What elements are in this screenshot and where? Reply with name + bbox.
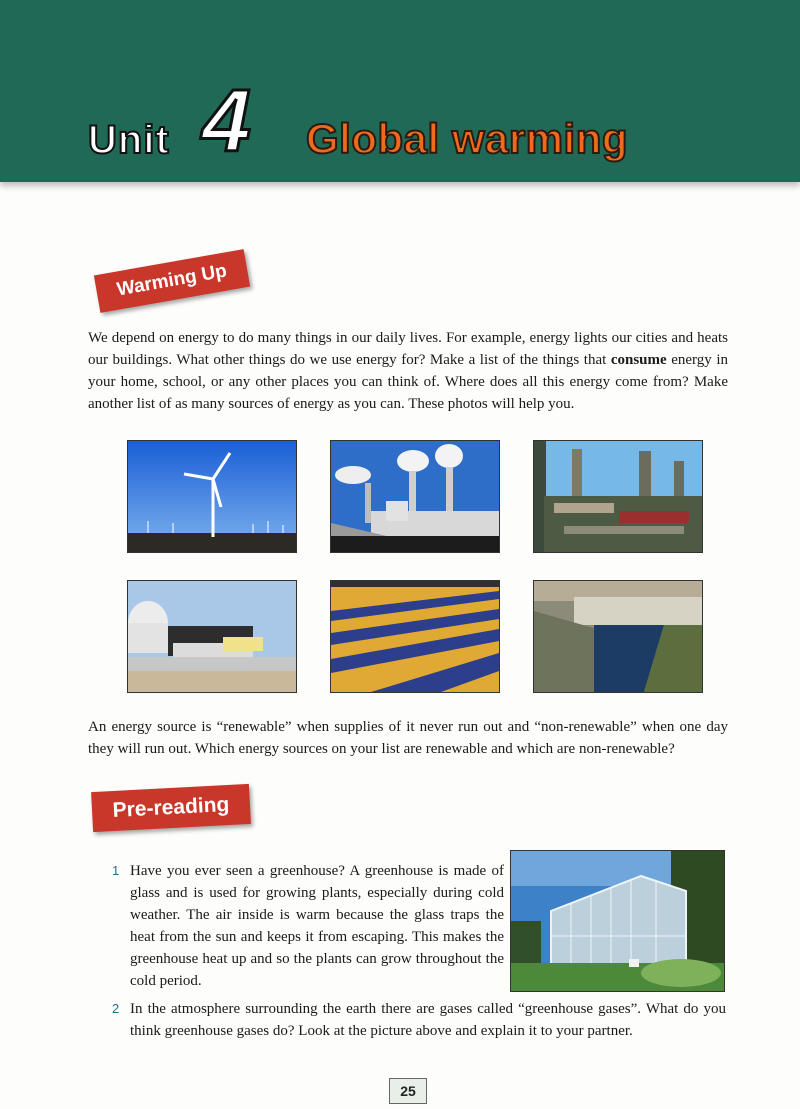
item-number: 2 — [112, 1001, 120, 1016]
hydroelectric-dam-photo — [533, 580, 703, 693]
pre-reading-badge: Pre-reading — [91, 784, 251, 832]
item-number: 1 — [112, 863, 120, 878]
unit-label: Unit — [88, 118, 170, 162]
warming-up-badge: Warming Up — [94, 249, 250, 313]
renewable-note: An energy source is “renewable” when supplies of it never run out and “non-renewable” when one day they will run out. Which energy sources on your list are renewable and which are non-renewable? — [88, 719, 728, 757]
solar-panels-photo — [330, 580, 500, 693]
intro-text: We depend on energy to do many things in our daily lives. For example, energy lights our cities and heats our buildings. What other things do we use energy for? Make a list of the things that consume energy in your home, school, or any other places you can think of. Where does all this energy come from? Make another list of as many sources of energy as you can. These photos will help you. — [88, 330, 728, 412]
warming-up-intro — [88, 327, 728, 415]
keyword-consume: consume — [610, 352, 667, 368]
pre-reading-item-1: Have you ever seen a greenhouse? A greenhouse is made of glass and is used for growing plants, especially during cold weather. The air inside is warm because the glass traps the heat from the sun and keeps it from escaping. This makes the greenhouse heat up and so the plants can grow throughout the cold period. — [130, 863, 504, 989]
nuclear-plant-photo — [127, 580, 297, 693]
coal-power-plant-photo — [330, 440, 500, 553]
greenhouse-photo — [510, 850, 725, 992]
pre-reading-item-2: In the atmosphere surrounding the earth there are gases called “greenhouse gases”. What do you think greenhouse gases do? Look at the picture above and explain it to your partner. — [130, 1001, 726, 1039]
unit-title: Global warming — [306, 115, 629, 162]
unit-number: 4 — [202, 71, 251, 170]
page-number: 25 — [389, 1078, 427, 1104]
wind-turbine-photo — [127, 440, 297, 553]
oil-refinery-photo — [533, 440, 703, 553]
